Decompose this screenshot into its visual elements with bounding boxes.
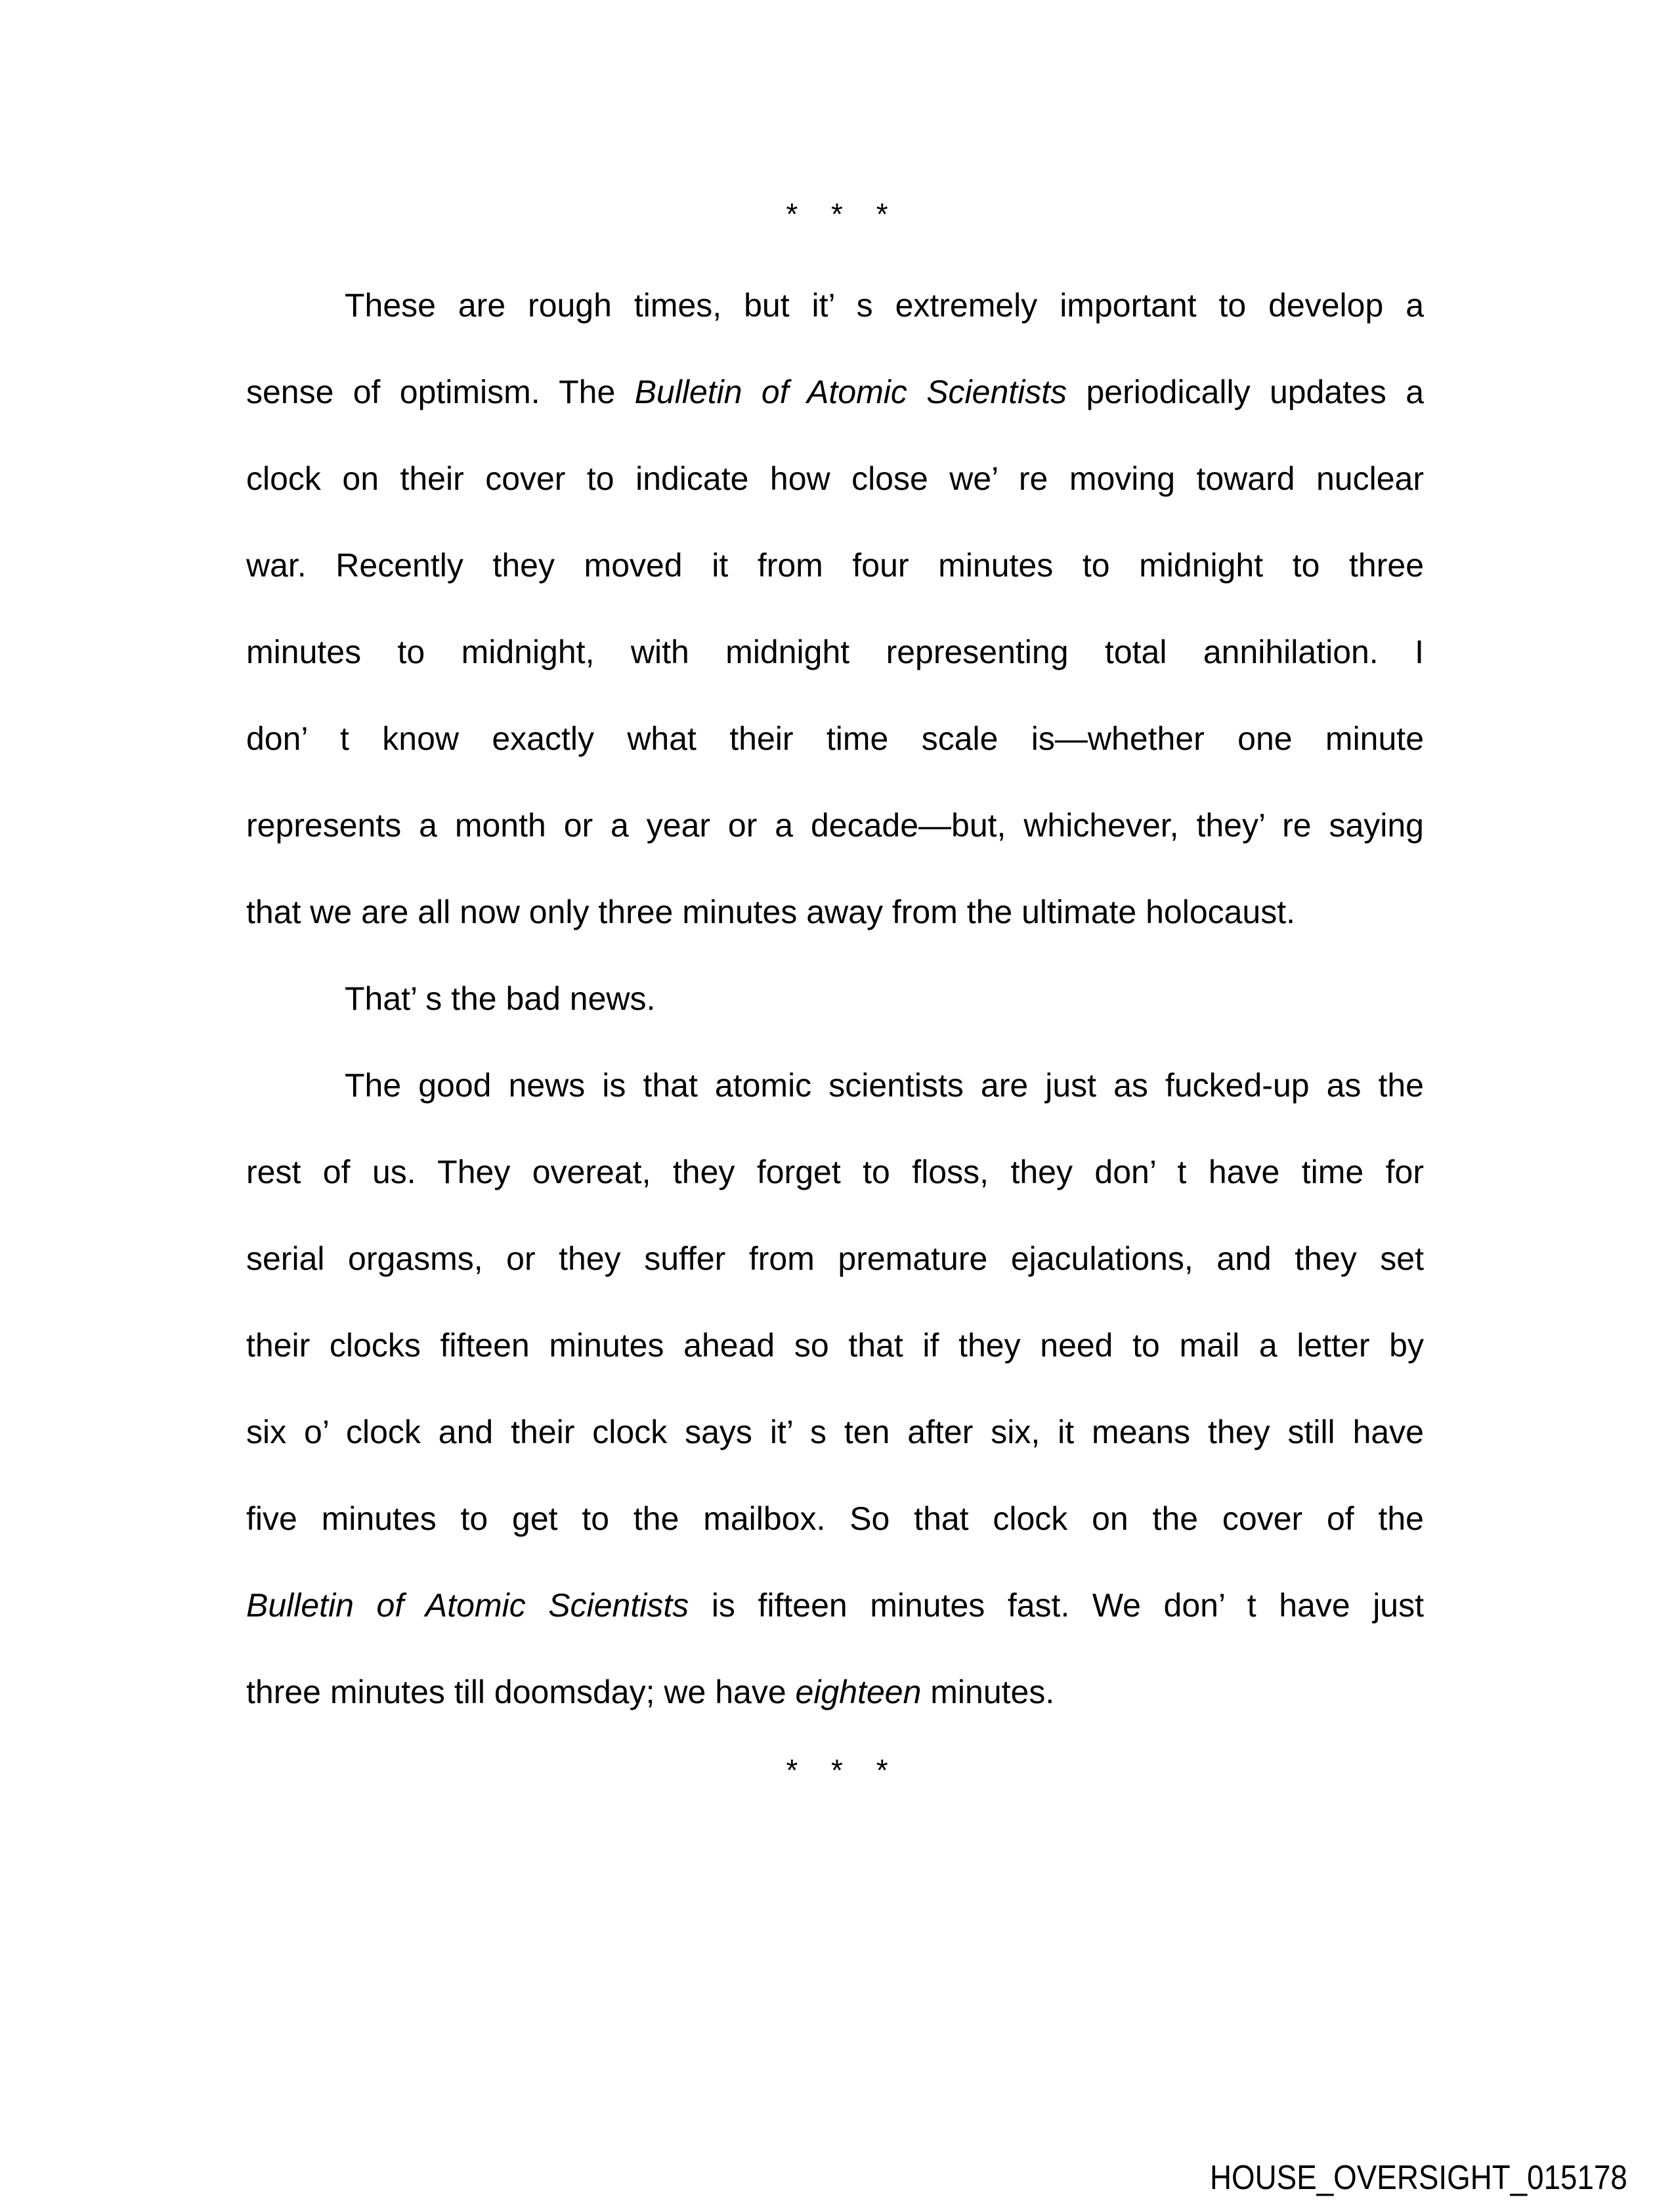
text-segment: that we are all now only three minutes away from the ultimate holocaust. [246, 894, 1296, 930]
text-line [246, 626, 1424, 678]
text-segment: sense of optimism. The [246, 374, 635, 410]
text-line [246, 366, 1424, 418]
text-line [246, 1579, 1424, 1632]
text-segment: serial orgasms, or they suffer from premature ejaculations, and they set [246, 1240, 1424, 1277]
text-segment: is fifteen minutes fast. We don’ t have just [689, 1587, 1424, 1624]
text-segment: minutes. [921, 1674, 1055, 1710]
text-segment: don’ t know exactly what their time scale is—whether one minute [246, 720, 1424, 757]
text-line [246, 1232, 1424, 1285]
bates-stamp: HOUSE_OVERSIGHT_015178 [1210, 2159, 1627, 2197]
text-segment: rest of us. They overeat, they forget to floss, they don’ t have time for [246, 1154, 1424, 1190]
section-separator-top: * * * [786, 197, 888, 231]
text-line [246, 1666, 1424, 1718]
text-segment: six o’ clock and their clock says it’ s ten after six, it means they still have [246, 1414, 1424, 1450]
text-segment: represents a month or a year or a decade—but, whichever, they’ re saying [246, 807, 1424, 844]
text-line [246, 539, 1424, 592]
text-segment: These are rough times, but it’ s extremely important to develop a [345, 287, 1424, 324]
italic-text: eighteen [795, 1674, 922, 1710]
text-line [246, 1146, 1424, 1198]
text-line [345, 972, 1424, 1025]
text-segment: five minutes to get to the mailbox. So that clock on the cover of the [246, 1500, 1424, 1537]
text-line [246, 886, 1424, 938]
text-segment: That’ s the bad news. [345, 980, 656, 1017]
text-segment: three minutes till doomsday; we have [246, 1674, 796, 1710]
text-line [246, 1406, 1424, 1458]
italic-text: Bulletin of Atomic Scientists [246, 1587, 689, 1624]
text-segment: clock on their cover to indicate how close we’ re moving toward nuclear [246, 460, 1424, 497]
text-segment: their clocks fifteen minutes ahead so that if they need to mail a letter by [246, 1327, 1424, 1364]
text-line [246, 1319, 1424, 1372]
text-line [345, 1059, 1424, 1112]
italic-text: Bulletin of Atomic Scientists [634, 374, 1067, 410]
text-line [246, 1492, 1424, 1545]
section-separator-bottom: * * * [786, 1753, 888, 1787]
text-line [246, 799, 1424, 852]
text-line [246, 452, 1424, 505]
text-segment: war. Recently they moved it from four minutes to midnight to three [246, 547, 1424, 584]
text-line [345, 279, 1424, 332]
text-segment: minutes to midnight, with midnight representing total annihilation. I [246, 634, 1424, 670]
text-segment: The good news is that atomic scientists are just as fucked-up as the [345, 1067, 1424, 1104]
text-line [246, 712, 1424, 765]
text-segment: periodically updates a [1067, 374, 1424, 410]
